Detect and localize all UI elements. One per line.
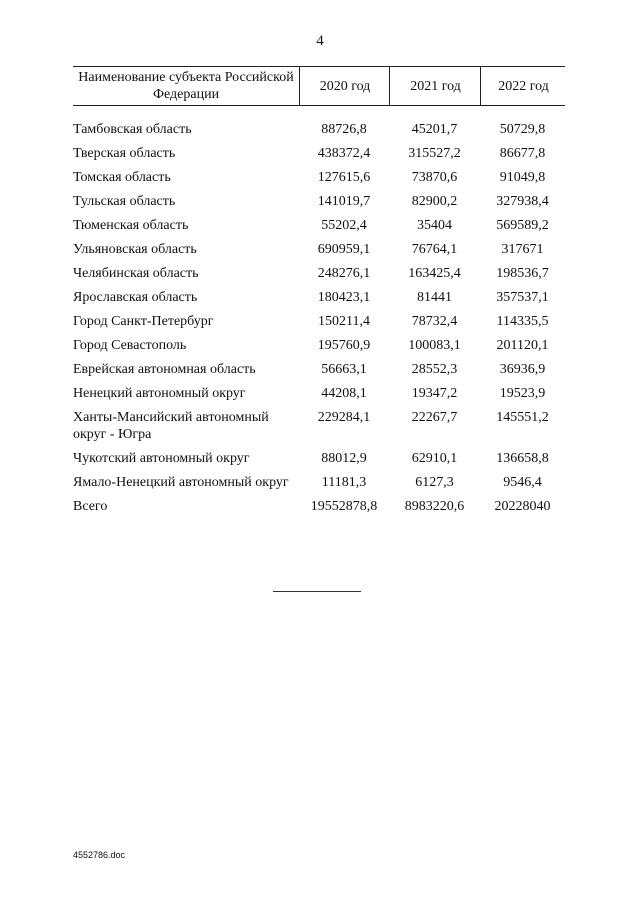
value-2021-cell: 8983220,6 bbox=[404, 499, 465, 514]
value-2020-cell: 229284,1 bbox=[317, 410, 371, 425]
subsidy-table bbox=[73, 66, 565, 514]
table-row bbox=[73, 313, 565, 330]
file-name: 4552786.doc bbox=[73, 850, 126, 860]
value-2022-cell: 91049,8 bbox=[499, 170, 546, 185]
table-row bbox=[73, 337, 565, 354]
value-2020-cell: 195760,9 bbox=[317, 338, 371, 353]
value-2020-cell: 248276,1 bbox=[317, 266, 371, 281]
subject-name-cell: Тульская область bbox=[73, 194, 176, 209]
subject-name-cell: Ханты-Мансийский автономный округ - Югра bbox=[73, 410, 269, 442]
value-2020-cell: 141019,7 bbox=[317, 194, 371, 209]
value-2020-cell: 56663,1 bbox=[321, 362, 367, 377]
value-2020-cell: 44208,1 bbox=[321, 386, 367, 401]
subject-name-cell: Ненецкий автономный округ bbox=[73, 386, 246, 401]
value-2020-cell: 55202,4 bbox=[321, 218, 367, 233]
value-2021-cell: 19347,2 bbox=[411, 386, 458, 401]
value-2022-cell: 20228040 bbox=[494, 499, 551, 514]
subject-name-cell: Город Санкт-Петербург bbox=[73, 314, 214, 329]
table-row bbox=[73, 265, 565, 282]
table-row bbox=[73, 217, 565, 234]
value-2021-cell: 81441 bbox=[417, 290, 452, 305]
subject-name-cell: Чукотский автономный округ bbox=[73, 451, 250, 466]
table-header bbox=[73, 66, 565, 106]
value-2020-cell: 150211,4 bbox=[318, 314, 370, 329]
value-2020-cell: 88012,9 bbox=[321, 451, 367, 466]
table-row bbox=[73, 385, 565, 402]
value-2021-cell: 100083,1 bbox=[408, 338, 461, 353]
subject-name-cell: Ямало-Ненецкий автономный округ bbox=[73, 475, 289, 490]
table-row bbox=[73, 409, 565, 443]
value-2021-cell: 22267,7 bbox=[411, 410, 458, 425]
value-2020-cell: 19552878,8 bbox=[310, 499, 378, 514]
value-2020-cell: 127615,6 bbox=[317, 170, 371, 185]
table-row bbox=[73, 193, 565, 210]
subject-name-cell: Челябинская область bbox=[73, 266, 199, 281]
value-2022-cell: 357537,1 bbox=[496, 290, 549, 305]
page-number: 4 bbox=[316, 33, 324, 49]
subject-name-cell: Тверская область bbox=[73, 146, 176, 161]
value-2020-cell: 11181,3 bbox=[321, 475, 367, 490]
value-2021-cell: 78732,4 bbox=[411, 314, 458, 329]
header-2022: 2022 год bbox=[480, 67, 566, 105]
header-subject-name: Наименование субъекта Российской Федерации bbox=[78, 70, 294, 102]
value-2020-cell: 690959,1 bbox=[317, 242, 371, 257]
subject-name-cell: Тюменская область bbox=[73, 218, 189, 233]
subject-name-cell: Ульяновская область bbox=[73, 242, 197, 257]
value-2022-cell: 327938,4 bbox=[496, 194, 549, 209]
table-row bbox=[73, 121, 565, 138]
value-2022-cell: 36936,9 bbox=[499, 362, 546, 377]
table-row bbox=[73, 145, 565, 162]
value-2022-cell: 145551,2 bbox=[496, 410, 549, 425]
subject-name-cell: Тамбовская область bbox=[73, 122, 192, 137]
value-2022-cell: 198536,7 bbox=[496, 266, 549, 281]
value-2021-cell: 6127,3 bbox=[415, 475, 454, 490]
subject-name-cell: Всего bbox=[73, 499, 108, 514]
table-row bbox=[73, 474, 565, 491]
value-2021-cell: 45201,7 bbox=[411, 122, 458, 137]
value-2022-cell: 86677,8 bbox=[499, 146, 546, 161]
value-2022-cell: 569589,2 bbox=[496, 218, 549, 233]
value-2021-cell: 62910,1 bbox=[411, 451, 458, 466]
end-of-table-rule bbox=[273, 591, 361, 592]
table-total-row bbox=[73, 498, 565, 515]
value-2022-cell: 19523,9 bbox=[499, 386, 546, 401]
value-2020-cell: 180423,1 bbox=[317, 290, 371, 305]
value-2020-cell: 88726,8 bbox=[321, 122, 367, 137]
value-2021-cell: 76764,1 bbox=[411, 242, 458, 257]
table-row bbox=[73, 241, 565, 258]
value-2020-cell: 438372,4 bbox=[317, 146, 371, 161]
value-2022-cell: 50729,8 bbox=[499, 122, 546, 137]
table-row bbox=[73, 169, 565, 186]
subject-name-cell: Томская область bbox=[73, 170, 171, 185]
header-2021: 2021 год bbox=[389, 67, 481, 105]
value-2021-cell: 315527,2 bbox=[408, 146, 461, 161]
subject-name-cell: Ярославская область bbox=[73, 290, 198, 305]
table-row bbox=[73, 361, 565, 378]
header-2020: 2020 год bbox=[299, 67, 390, 105]
table-row bbox=[73, 450, 565, 467]
value-2021-cell: 163425,4 bbox=[408, 266, 461, 281]
table-row bbox=[73, 289, 565, 306]
subject-name-cell: Еврейская автономная область bbox=[73, 362, 256, 377]
value-2021-cell: 28552,3 bbox=[411, 362, 458, 377]
table-body bbox=[73, 121, 565, 522]
value-2021-cell: 82900,2 bbox=[411, 194, 458, 209]
subject-name-cell: Город Севастополь bbox=[73, 338, 187, 353]
value-2022-cell: 317671 bbox=[501, 242, 544, 257]
value-2021-cell: 35404 bbox=[417, 218, 452, 233]
value-2022-cell: 201120,1 bbox=[496, 338, 549, 353]
value-2022-cell: 114335,5 bbox=[496, 314, 549, 329]
value-2022-cell: 9546,4 bbox=[503, 475, 542, 490]
value-2021-cell: 73870,6 bbox=[411, 170, 458, 185]
value-2022-cell: 136658,8 bbox=[496, 451, 549, 466]
